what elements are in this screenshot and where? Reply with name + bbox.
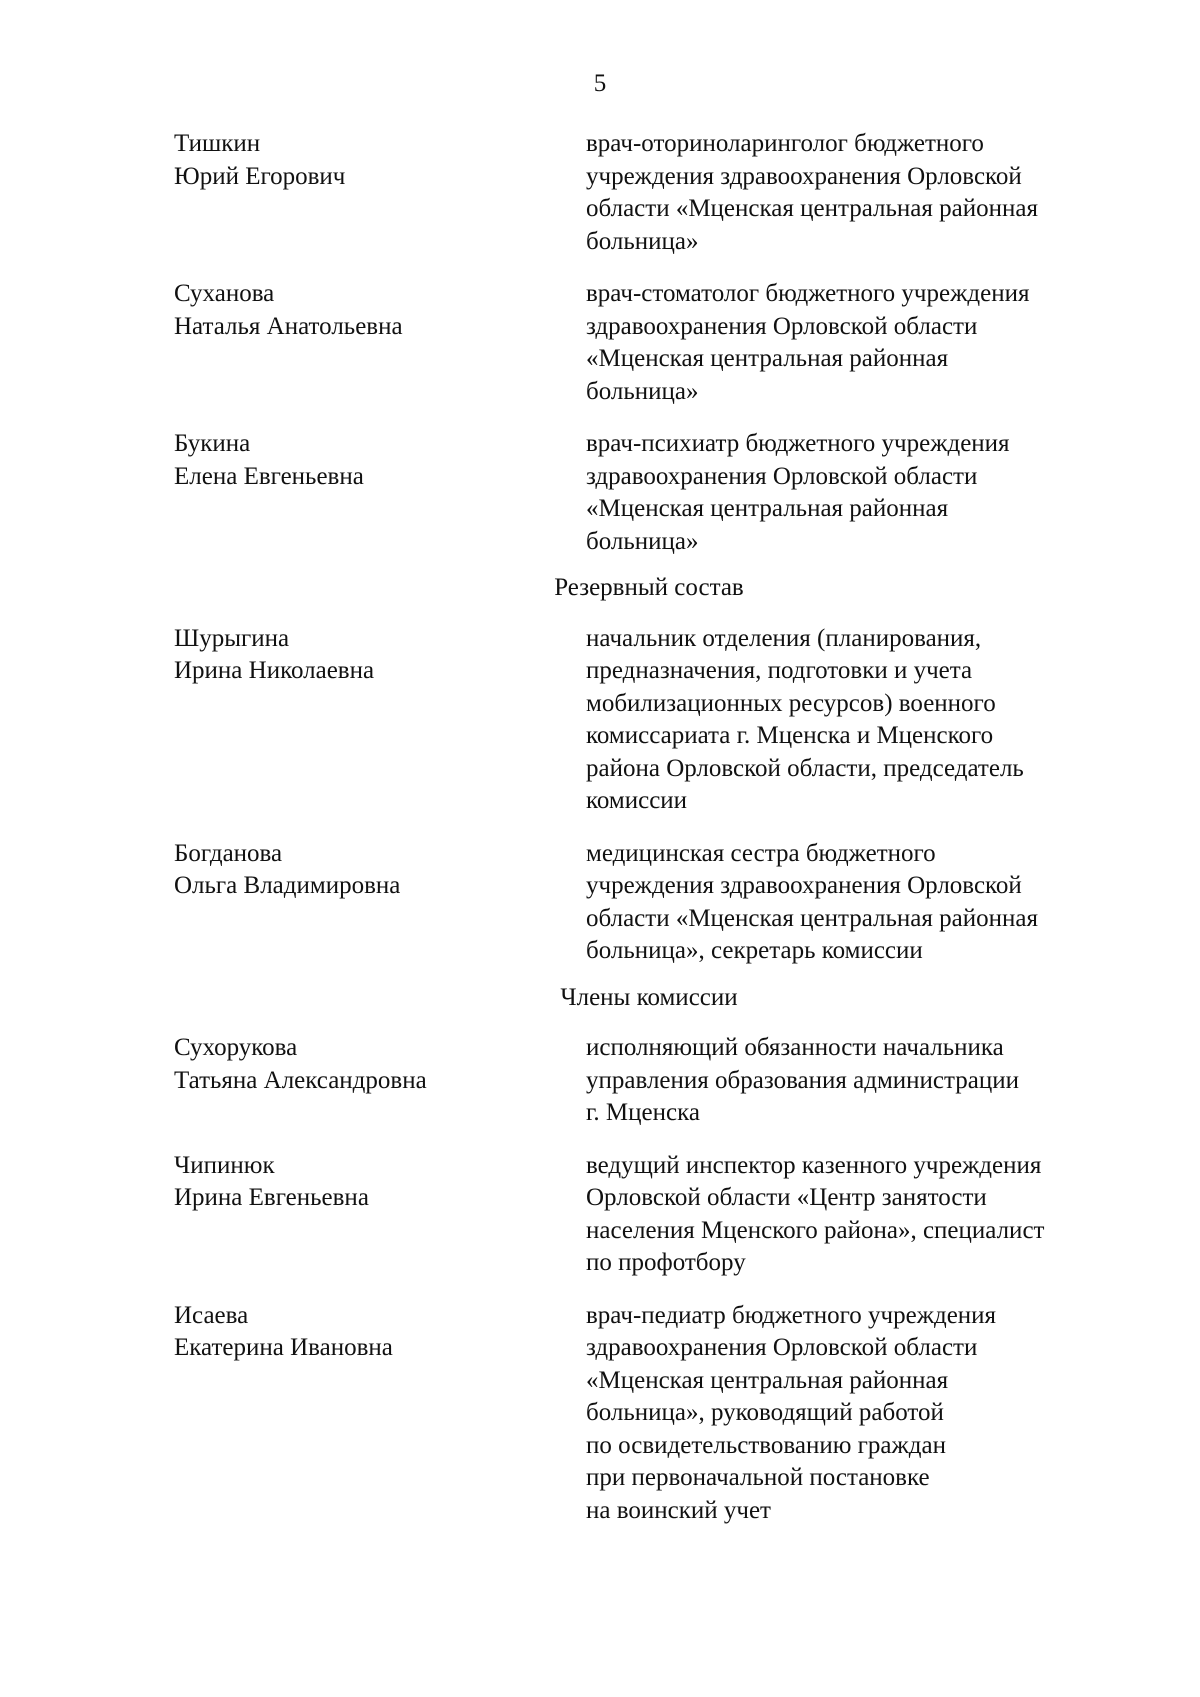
member-role-line: предназначения, подготовки и учета — [586, 657, 973, 684]
member-name — [174, 1300, 586, 1528]
section-title: Резервный состав — [554, 574, 744, 601]
member-role — [586, 1032, 1124, 1130]
member-role-line: врач-оториноларинголог бюджетного — [586, 130, 984, 157]
member-entry — [174, 1150, 1124, 1280]
member-given-names: Ирина Николаевна — [174, 657, 375, 684]
member-role-line: здравоохранения Орловской области — [586, 1334, 978, 1361]
member-role-line: врач-психиатр бюджетного учреждения — [586, 430, 1010, 457]
member-role-line: медицинская сестра бюджетного — [586, 839, 936, 867]
member-role-line: района Орловской области, председатель — [586, 754, 1024, 782]
member-role — [586, 1300, 1124, 1528]
member-role — [586, 428, 1124, 558]
member-role-line: комиссии — [586, 787, 688, 814]
member-role — [586, 128, 1124, 258]
member-surname: Богданова — [174, 839, 283, 867]
member-role-line: врач-стоматолог бюджетного учреждения — [586, 280, 1030, 307]
member-role — [586, 278, 1124, 408]
member-given-names: Ирина Евгеньевна — [174, 1184, 369, 1211]
member-name — [174, 128, 586, 258]
member-role-line: учреждения здравоохранения Орловской — [586, 872, 1022, 899]
member-entry — [174, 278, 1124, 408]
member-name — [174, 1032, 586, 1130]
member-entry — [174, 838, 1124, 968]
member-role-line: населения Мценского района», специалист — [586, 1216, 1045, 1244]
member-role — [586, 838, 1124, 968]
member-role-line: больница» — [586, 227, 699, 255]
member-role-line: на воинский учет — [586, 1496, 771, 1524]
member-role-line: врач-педиатр бюджетного учреждения — [586, 1301, 997, 1329]
member-name — [174, 623, 586, 818]
member-role-line: мобилизационных ресурсов) военного — [586, 689, 996, 717]
member-surname: Чипинюк — [174, 1151, 275, 1179]
member-role-line: больница», секретарь комиссии — [586, 937, 923, 964]
member-name — [174, 278, 586, 408]
member-role-line: начальник отделения (планирования, — [586, 624, 982, 652]
member-surname: Букина — [174, 430, 251, 457]
member-role-line: управления образования администрации — [586, 1066, 1019, 1094]
member-role-line: по профотбору — [586, 1249, 746, 1276]
member-role-line: г. Мценска — [586, 1099, 700, 1126]
member-role-line: здравоохранения Орловской области — [586, 462, 978, 490]
member-entry — [174, 623, 1124, 818]
member-given-names: Татьяна Александровна — [174, 1066, 427, 1094]
member-role-line: «Мценская центральная районная — [586, 495, 949, 522]
member-name — [174, 838, 586, 968]
member-surname: Сухорукова — [174, 1034, 298, 1061]
member-role — [586, 623, 1124, 818]
member-given-names: Екатерина Ивановна — [174, 1334, 393, 1361]
member-role-line: ведущий инспектор казенного учреждения — [586, 1151, 1042, 1179]
member-role — [586, 1150, 1124, 1280]
member-entry — [174, 1032, 1124, 1130]
member-role-line: при первоначальной постановке — [586, 1464, 930, 1491]
page-number: 5 — [593, 70, 607, 97]
member-given-names: Юрий Егорович — [174, 162, 346, 190]
member-given-names: Елена Евгеньевна — [174, 462, 364, 490]
member-given-names: Ольга Владимировна — [174, 872, 401, 899]
member-role-line: больница» — [586, 527, 699, 555]
member-name — [174, 428, 586, 558]
member-name — [174, 1150, 586, 1280]
member-role-line: учреждения здравоохранения Орловской — [586, 162, 1022, 190]
member-entry — [174, 128, 1124, 258]
member-surname: Тишкин — [174, 130, 261, 157]
section-title: Члены комиссии — [560, 983, 738, 1011]
member-role-line: «Мценская центральная районная — [586, 345, 949, 372]
member-role-line: здравоохранения Орловской области — [586, 312, 978, 340]
member-entry — [174, 428, 1124, 558]
member-role-line: области «Мценская центральная районная — [586, 904, 1038, 932]
member-entry — [174, 1300, 1124, 1528]
member-role-line: области «Мценская центральная районная — [586, 195, 1038, 222]
member-role-line: исполняющий обязанности начальника — [586, 1034, 1004, 1061]
member-given-names: Наталья Анатольевна — [174, 312, 403, 340]
member-surname: Шурыгина — [174, 624, 290, 652]
member-role-line: комиссариата г. Мценска и Мценского — [586, 722, 994, 749]
commission-list — [174, 128, 1124, 1547]
member-surname: Исаева — [174, 1301, 249, 1329]
member-surname: Суханова — [174, 280, 275, 307]
member-role-line: «Мценская центральная районная — [586, 1366, 949, 1394]
member-role-line: по освидетельствованию граждан — [586, 1431, 946, 1459]
member-role-line: больница», руководящий работой — [586, 1399, 944, 1426]
member-role-line: Орловской области «Центр занятости — [586, 1184, 987, 1211]
member-role-line: больница» — [586, 377, 699, 405]
